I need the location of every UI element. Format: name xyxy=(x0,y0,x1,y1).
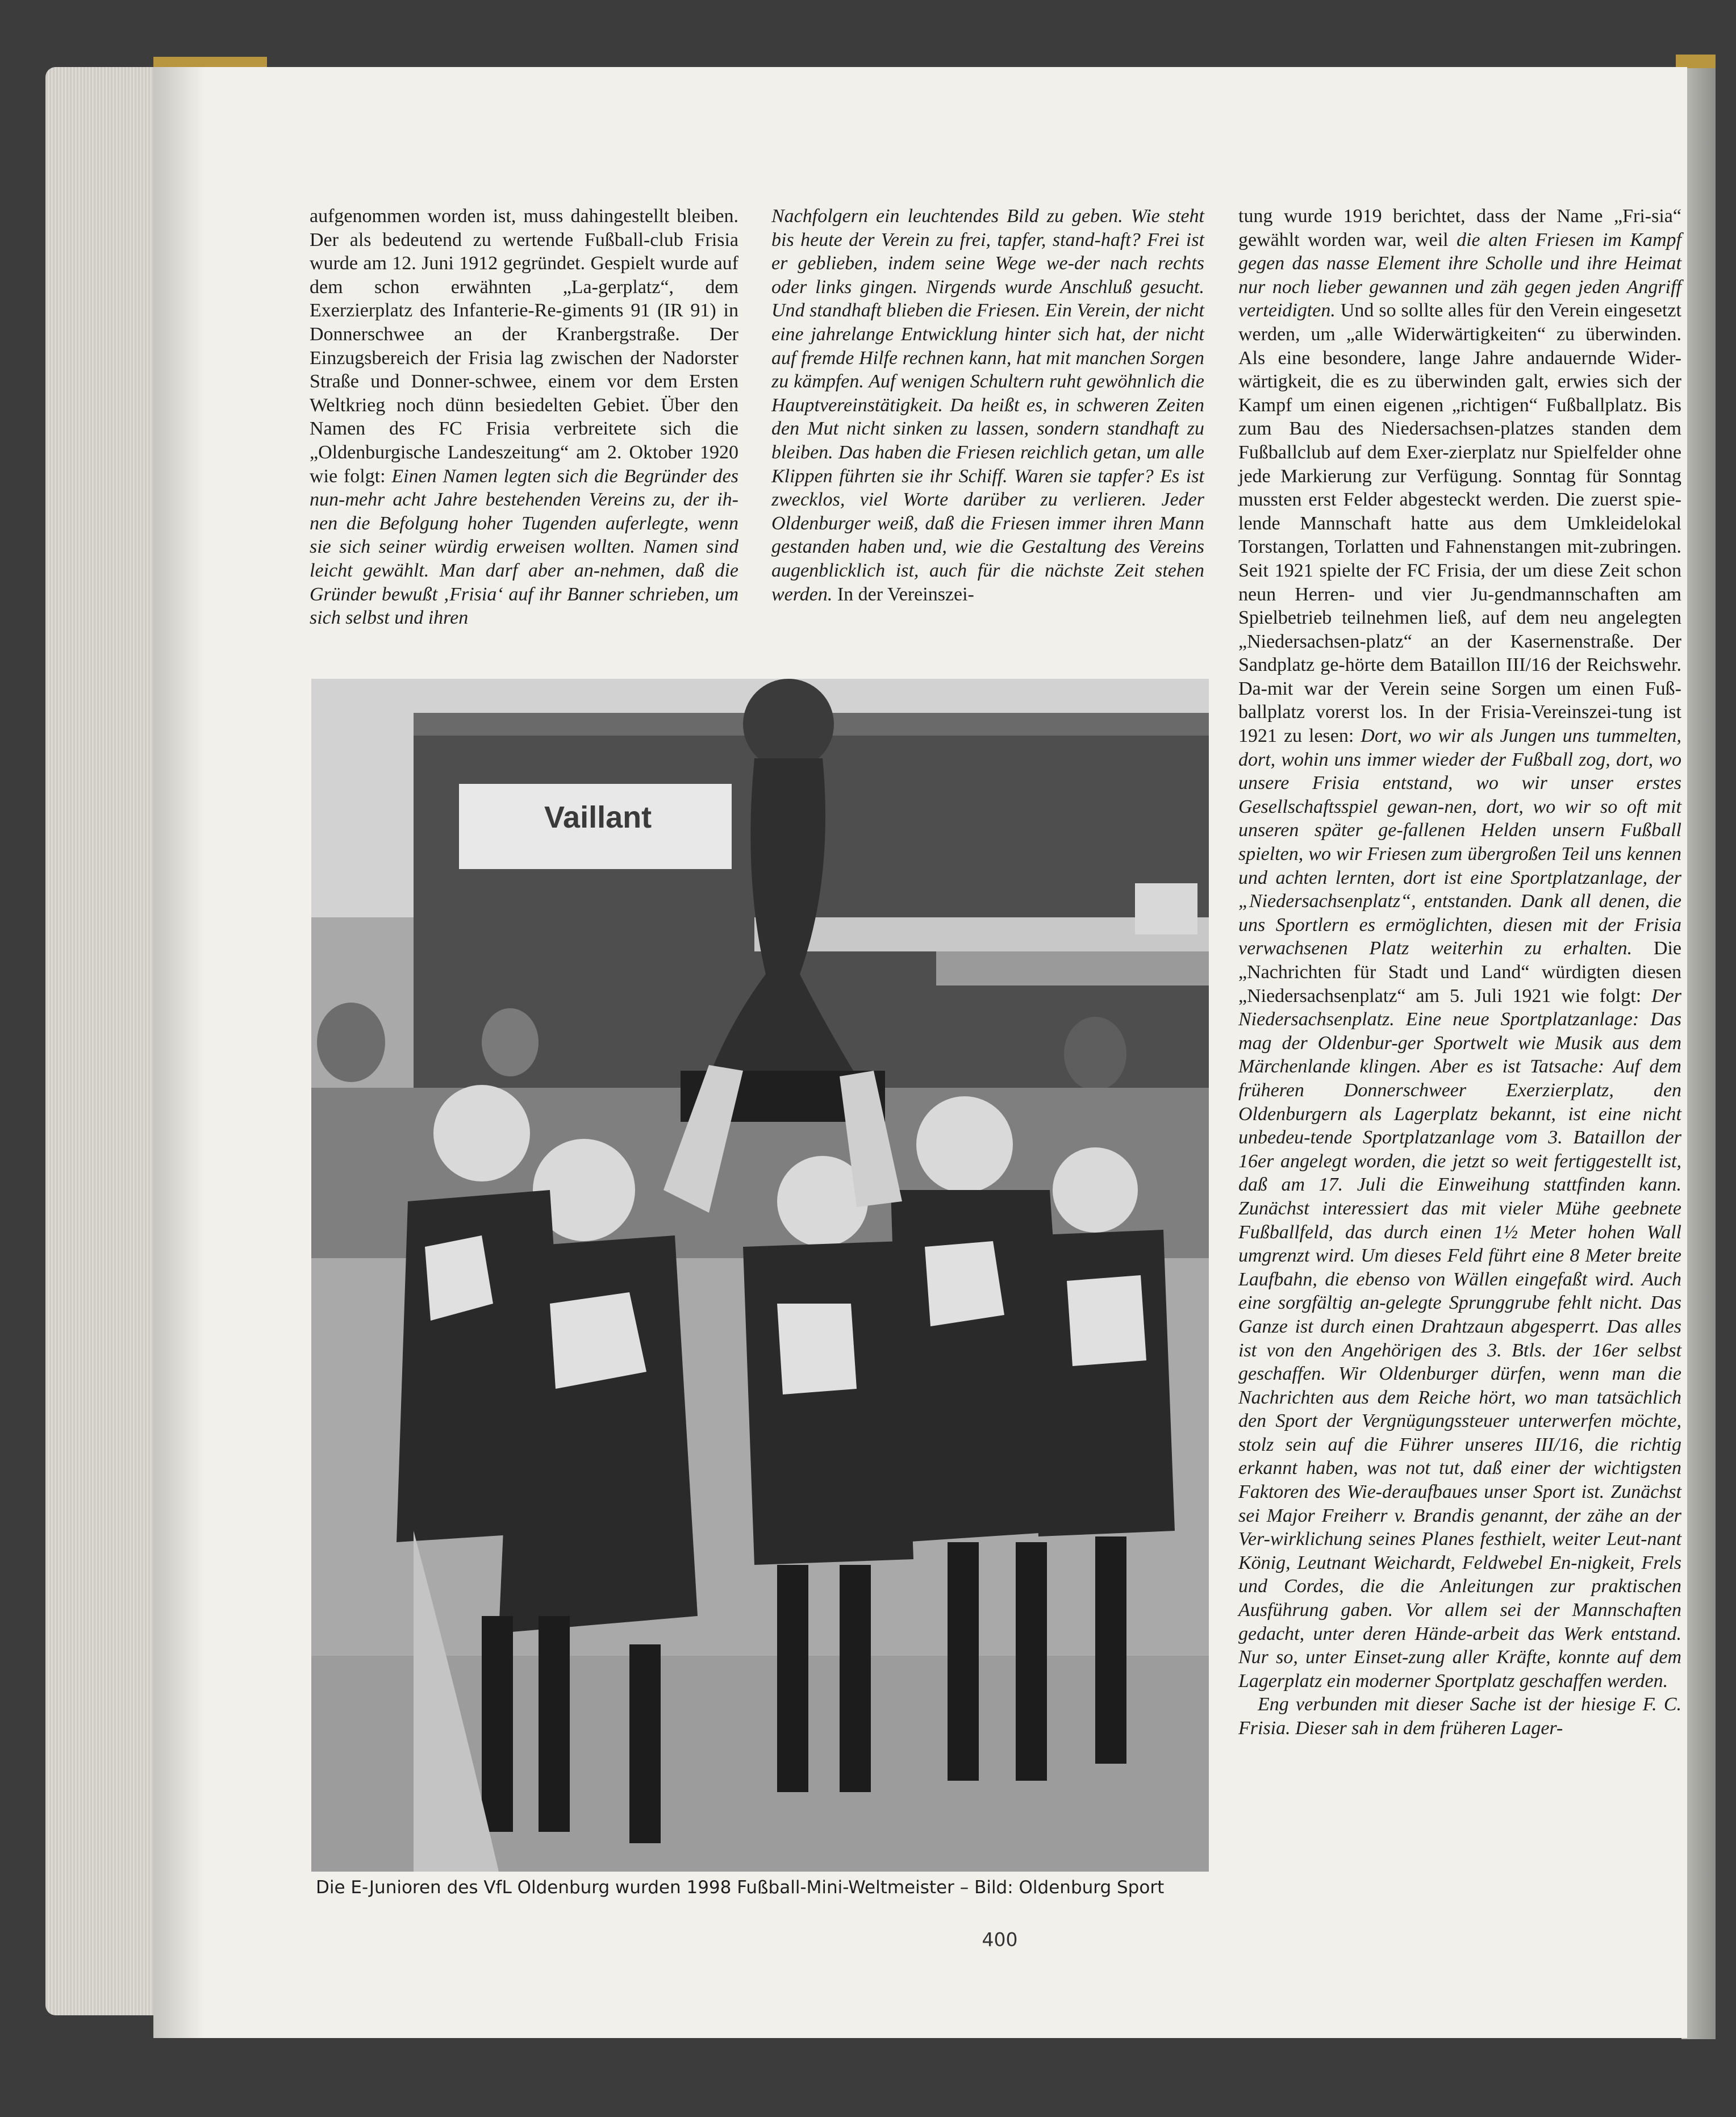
team-photo-illustration xyxy=(311,679,1209,1872)
text-column-middle xyxy=(771,204,1204,606)
body-text: tung wurde 1919 berichtet, dass der Name „Fri-sia“ gewählt worden war, weil xyxy=(1238,206,1681,250)
quote-text: die alten Friesen im Kampf gegen das nasse Element ihre Scholle und ihre Heimat nur noch lieber gewannen und zäh gegen jeden Angriff verteidigten. xyxy=(1238,229,1681,321)
paragraph xyxy=(310,204,738,630)
trophy-globe xyxy=(743,679,834,770)
gutter-shadow xyxy=(153,67,205,2038)
text-column-right xyxy=(1238,204,1681,1740)
body-text: aufgenommen worden ist, muss dahingestellt bleiben. Der als bedeutend zu wertende Fußball-club Frisia wurde am 12. Juni 1912 gegründet. Gespielt wurde auf dem schon erwähnten „La-gerplatz“, dem Exerzierplatz des Infanterie-Re-giments 91 (IR 91) in Donnerschwee an der Kranbergstraße. Der Einzugsbereich der Frisia lag zwischen der Nadorster Straße und Donner-schwee, einem vor dem Ersten Weltkrieg noch dünn besiedelten Gebiet. Über den Namen des FC Frisia verbreitete sich die „Oldenburgische Landeszeitung“ am 2. Oktober 1920 wie folgt: xyxy=(310,206,738,487)
body-text: Die „Nachrichten für Stadt und Land“ würdigten diesen „Niedersachsenplatz“ am 5. Juli 1921 wie folgt: xyxy=(1238,938,1682,1007)
team-photo xyxy=(311,679,1209,1872)
quote-text: Eng verbunden mit dieser Sache ist der hiesige F. C. Frisia. Dieser sah in dem früheren Lager- xyxy=(1238,1694,1681,1739)
body-text: Und so sollte alles für den Verein eingesetzt werden, um „alle Widerwärtigkeiten“ zu überwinden. Als eine besondere, lange Jahre andauernde Wider-wärtigkeit, die es zu überwinden galt, erwies sich der Kampf um einen eigenen „richtigen“ Fußballplatz. Bis zum Bau des Niedersachsen-platzes standen dem Fußballclub auf dem Exer-zierplatz nur Spielfelder ohne jede Markierung zur Verfügung. Sonntag für Sonntag mussten erst Felder abgesteckt werden. Die zuerst spie-lende Mannschaft hatte aus dem Umkleidelokal Torstangen, Torlatten und Fahnenstangen mit-zubringen. Seit 1921 spielte der FC Frisia, der um diese Zeit schon neun Herren- und vier Ju-gendmannschaften am Spielbetrieb teilnehmen ließ, auf dem neu angelegten „Niedersachsen-platz“ an der Kasernenstraße. Der Sandplatz ge-hörte dem Bataillon III/16 der Reichswehr. Da-mit war der Verein seine Sorgen um einen Fuß-ballplatz vorerst los. In der Frisia-Vereinszei-tung ist 1921 zu lesen: xyxy=(1238,300,1681,747)
text-column-left xyxy=(310,204,738,630)
paragraph xyxy=(1238,204,1681,1693)
quote-text: Der Niedersachsenplatz. Eine neue Sportplatzanlage: Das mag der Oldenbur-ger Sportwelt wie Musik aus dem Märchenlande klingen. Aber es ist Tatsache: Auf dem früheren Donnerschweer Exerzierplatz, den Oldenburgern als Lagerplatz bekannt, ist eine nicht unbedeu-tende Sportplatzanlage vom 3. Bataillon der 16er angelegt worden, die jetzt so weit fertiggestellt ist, daß am 17. Juli die Einweihung stattfinden kann. Zunächst interessiert das mit vieler Mühe geebnete Fußballfeld, das durch einen 1½ Meter hohen Wall umgrenzt wird. Um dieses Feld führt eine 8 Meter breite Laufbahn, die ebenso von Wällen eingefaßt wird. Auch eine sorgfältig an-gelegte Sprunggrube fehlt nicht. Das Ganze ist durch einen Drahtzaun abgesperrt. Das alles ist von den Angehörigen des 3. Btls. der 16er selbst geschaffen. Wir Oldenburger dürfen, wenn man die Nachrichten aus dem Reiche hört, wo man tatsächlich den Sport der Vergnügungssteuer unterwerfen möchte, stolz sein auf die Führer unseres III/16, die richtig erkannt haben, was not tut, daß einer der wichtigsten Faktoren des Wie-deraufbaues unser Sport ist. Zunächst sei Major Freiherr v. Brandis genannt, der zähe an der Ver-wirklichung seines Planes festhielt, weiter Leut-nant König, Leutnant Weichardt, Feldwebel En-nigkeit, Frels und Cordes, die die Anleitungen zur praktischen Ausführung gaben. Vor allem sei der Mannschaften gedacht, unter deren Hände-arbeit das Werk entstand. Nur so, unter Einset-zung aller Kräfte, konnte auf dem Lagerplatz ein moderner Sportplatz geschaffen werden. xyxy=(1238,985,1681,1692)
book-page-edges xyxy=(45,67,165,2015)
body-text: In der Vereinszei- xyxy=(832,583,974,605)
quote-text: Dort, wo wir als Jungen uns tummelten, dort, wohin uns immer wieder der Fußball zog, dort, wo unsere Frisia entstand, wo wir unser erstes Gesellschaftsspiel gewan-nen, dort, wo wir so oft mit unseren später ge-fallenen Helden unsern Fußball spielten, wo wir Friesen zum übergroßen Teil uns kennen und achten lernten, dort ist eine Sportplatzanlage, der „Niedersachsenplatz“, entstanden. Dank all denen, die uns Sportlern es ermöglichten, diesen mit der Frisia verwachsenen Platz weiterhin zu erhalten. xyxy=(1238,725,1682,959)
quote-text: Nachfolgern ein leuchtendes Bild zu geben. Wie steht bis heute der Verein zu frei, tapfer, stand-haft? Frei ist er geblieben, indem seine Wege we-der nach rechts oder links gingen. Nirgends wurde Anschluß gesucht. Und standhaft blieben die Friesen. Ein Verein, der nicht eine jahrelange Entwicklung hinter sich hat, der nicht auf fremde Hilfe rechnen kann, hat mit manchen Sorgen zu kämpfen. Auf wenigen Schultern ruht gewöhnlich die Hauptvereinstätigkeit. Da heißt es, in schweren Zeiten den Mut nicht sinken zu lassen, sondern standhaft zu bleiben. Das haben die Friesen reichlich getan, um alle Klippen führten sie ihr Schiff. Waren sie tapfer? Es ist zwecklos, viel Worte darüber zu verlieren. Jeder Oldenburger weiß, daß die Friesen immer ihren Mann gestanden haben und, wie die Gestaltung des Vereins augenblicklich ist, auch für die nächste Zeit stehen werden. xyxy=(771,206,1204,605)
quote-text: Einen Namen legten sich die Begründer des nun-mehr acht Jahre bestehenden Vereins zu, der ih-nen die Befolgung hoher Tugenden auferlegte, wenn sie sich seiner würdig erweisen wollten. Namen sind leicht gewählt. Man darf aber an-nehmen, daß die Gründer bewußt ‚Frisia‘ auf ihr Banner schrieben, um sich selbst und ihren xyxy=(310,465,738,629)
vaillant-sign-text: Vaillant xyxy=(544,800,652,834)
paragraph xyxy=(771,204,1204,606)
paragraph xyxy=(1238,1693,1681,1740)
page-number: 400 xyxy=(982,1928,1018,1951)
photo-caption: Die E-Junioren des VfL Oldenburg wurden 1998 Fußball-Mini-Weltmeister – Bild: Oldenburg Sport xyxy=(316,1877,1165,1898)
